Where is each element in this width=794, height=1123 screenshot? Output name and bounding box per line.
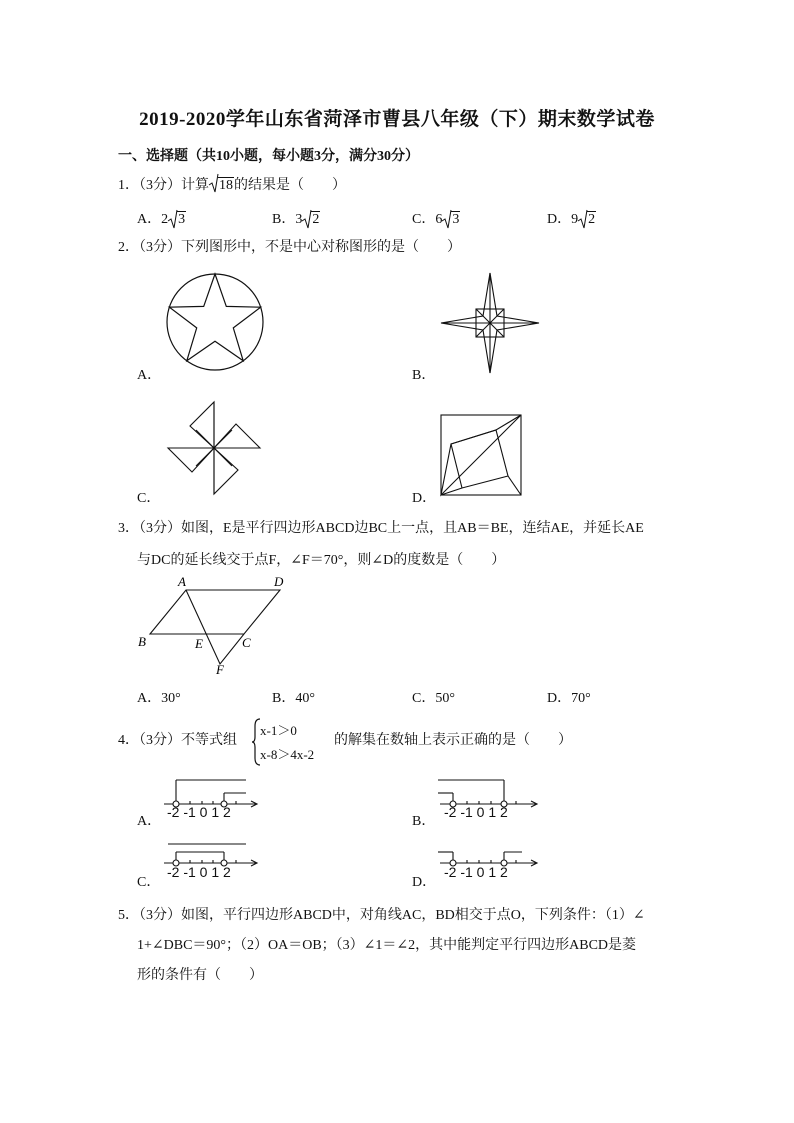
- q4-option-d[interactable]: D．: [412, 875, 437, 890]
- sqrt-symbol: [209, 176, 234, 196]
- question-3-line1: 3．（3分）如图，E是平行四边形ABCD边BC上一点，且AB＝BE，连结AE，并延长AE: [118, 521, 644, 536]
- q3-option-b[interactable]: B．40°: [272, 691, 315, 706]
- question-5-line3: 形的条件有（ ）: [137, 968, 263, 983]
- question-1-stem: [118, 176, 346, 196]
- q2-option-a[interactable]: A．: [137, 368, 162, 383]
- q4-option-a[interactable]: A．: [137, 814, 162, 829]
- question-5-line1: 5．（3分）如图，平行四边形ABCD中，对角线AC，BD相交于点O，下列条件：（1）∠: [118, 908, 645, 923]
- point-a-label: A: [178, 574, 186, 589]
- q3-option-d[interactable]: D．70°: [547, 691, 591, 706]
- point-f-label: F: [216, 662, 224, 677]
- point-b-label: B: [138, 634, 146, 649]
- parallelogram-figure: [134, 570, 294, 680]
- question-4-stem-suffix: 的解集在数轴上表示正确的是（ ）: [334, 733, 572, 748]
- q1-option-a[interactable]: A．2 3: [137, 212, 186, 227]
- q2-option-b[interactable]: B．: [412, 368, 436, 383]
- inequality-1: x-1＞0: [260, 723, 297, 738]
- point-e-label: E: [195, 636, 203, 651]
- question-2-stem: 2．（3分）下列图形中，不是中心对称图形的是（ ）: [118, 240, 461, 255]
- q1-radicand: 18: [219, 178, 233, 193]
- q2-option-c[interactable]: C．: [137, 491, 161, 506]
- q1-option-c[interactable]: C．6 3: [412, 212, 460, 227]
- question-5-line2: 1+∠DBC＝90°；（2）OA＝OB；（3）∠1＝∠2，其中能判定平行四边形ABCD是菱: [137, 938, 637, 953]
- q4-option-c[interactable]: C．: [137, 875, 161, 890]
- nested-squares-figure: [440, 414, 522, 496]
- q1-stem-prefix: 1．（3分）计算: [118, 178, 209, 193]
- q1-stem-suffix: 的结果是（ ）: [234, 178, 346, 193]
- number-line-d-ticks: -2 -1 0 1 2: [444, 864, 508, 880]
- question-3-line2: 与DC的延长线交于点F，∠F＝70°，则∠D的度数是（ ）: [137, 553, 506, 568]
- point-d-label: D: [274, 574, 284, 589]
- q3-option-c[interactable]: C．50°: [412, 691, 455, 706]
- number-line-c-ticks: -2 -1 0 1 2: [167, 864, 231, 880]
- q1-option-b[interactable]: B．3 2: [272, 212, 320, 227]
- compass-star-figure: [440, 272, 540, 374]
- pinwheel-figure: [166, 400, 262, 496]
- q2-option-d[interactable]: D．: [412, 491, 437, 506]
- page-title: 2019-2020学年山东省菏泽市曹县八年级（下）期末数学试卷: [139, 109, 655, 130]
- q1-option-d[interactable]: D．9 2: [547, 212, 596, 227]
- section-heading: 一、选择题（共10小题，每小题3分，满分30分）: [118, 149, 419, 164]
- circle-star-figure: [165, 272, 265, 372]
- inequality-2: x-8＞4x-2: [260, 747, 315, 762]
- number-line-a-ticks: -2 -1 0 1 2: [167, 804, 231, 820]
- q4-option-b[interactable]: B．: [412, 814, 436, 829]
- question-4-stem-prefix: 4．（3分）不等式组: [118, 733, 237, 748]
- number-line-b-ticks: -2 -1 0 1 2: [444, 804, 508, 820]
- point-c-label: C: [242, 635, 251, 650]
- q3-option-a[interactable]: A．30°: [137, 691, 181, 706]
